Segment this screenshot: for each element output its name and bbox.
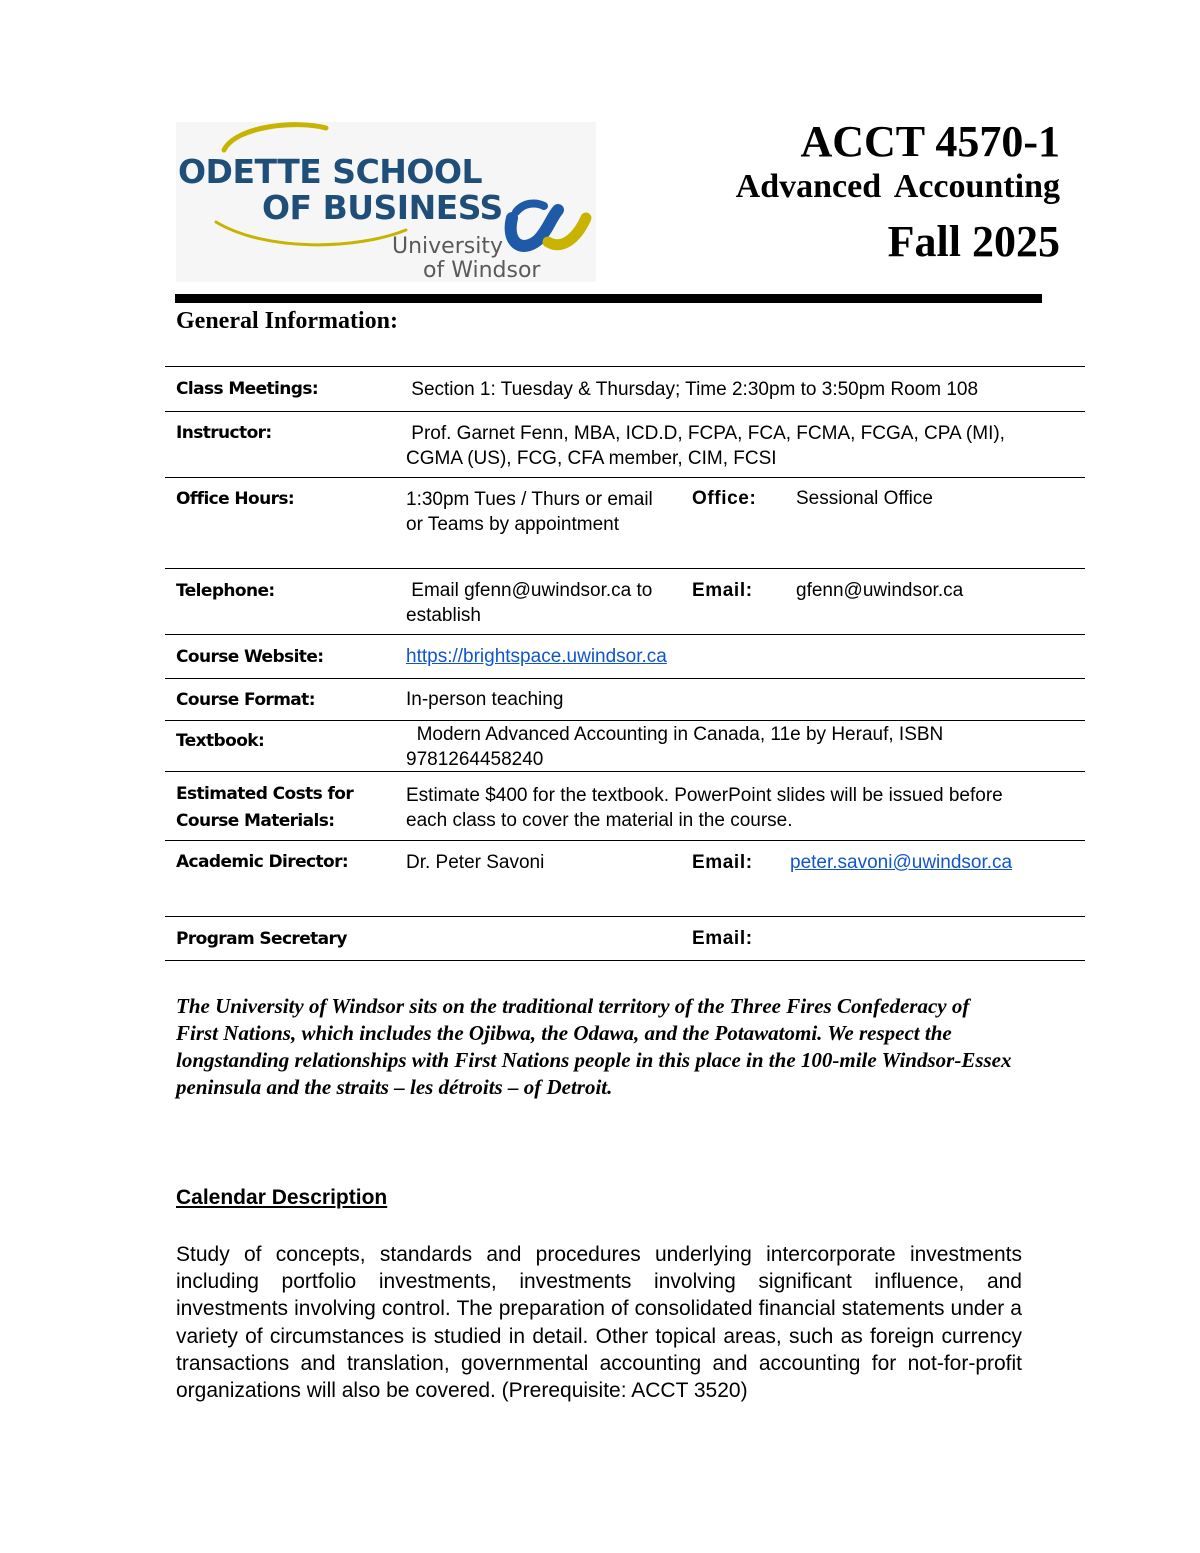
table-divider [165,411,1085,412]
calendar-description-text: Study of concepts, standards and procedures underlying intercorporate investments including portfolio investments, investments involving significant influence, and investments involving control. The preparation of consolidated financial statements under a variety of circumstances is studied in detail. Other topical areas, such as foreign currency transactions and translation, governmental accounting and accounting for not-for-profit organizations will also be covered. (Prerequisite: ACCT 3520) [176,1243,1022,1403]
secretary-email-label: Email: [692,928,753,949]
logo-line-3: University [392,234,503,259]
logo-line-2: OF BUSINESS [262,188,503,227]
costs-label-line1: Estimated Costs for [176,784,354,804]
course-name: Advanced Accounting [735,168,1060,205]
table-divider [165,477,1085,478]
table-divider [165,916,1085,917]
course-website-link[interactable]: https://brightspace.uwindsor.ca [406,646,667,667]
format-label: Course Format: [176,690,315,710]
costs-label-line2: Course Materials: [176,811,335,831]
telephone-label: Telephone: [176,581,275,601]
textbook-label: Textbook: [176,731,265,751]
header-rule [175,294,1042,303]
table-divider [165,366,1085,367]
office-label: Office: [692,488,757,509]
table-divider [165,960,1085,961]
costs-value: Estimate $400 for the textbook. PowerPoint slides will be issued before each class to cover the material in the course. [406,785,1003,831]
director-value: Dr. Peter Savoni [406,852,545,873]
logo-line-1: ODETTE SCHOOL [178,152,483,191]
odette-logo [176,122,596,282]
website-label: Course Website: [176,647,324,667]
class-meetings-label: Class Meetings: [176,379,319,399]
table-divider [165,840,1085,841]
class-meetings-value: Section 1: Tuesday & Thursday; Time 2:30pm to 3:50pm Room 108 [406,379,979,400]
secretary-label: Program Secretary [176,929,347,949]
table-divider [165,568,1085,569]
calendar-description-heading: Calendar Description [176,1186,388,1209]
format-value: In-person teaching [406,689,564,710]
general-info-heading: General Information: [176,308,398,334]
course-code: ACCT 4570-1 [800,117,1060,166]
office-hours-value: 1:30pm Tues / Thurs or email or Teams by appointment [406,489,653,535]
instructor-label: Instructor: [176,423,272,443]
instructor-value: Prof. Garnet Fenn, MBA, ICD.D, FCPA, FCA, FCMA, FCGA, CPA (MI), CGMA (US), FCG, CFA member, CIM, FCSI [406,423,1011,469]
office-value: Sessional Office [796,488,933,509]
logo-line-4: of Windsor [423,258,541,283]
table-divider [165,634,1085,635]
instructor-email-label: Email: [692,580,753,601]
textbook-value: Modern Advanced Accounting in Canada, 11e by Herauf, ISBN 9781264458240 [406,724,949,770]
instructor-email-value: gfenn@uwindsor.ca [796,580,964,601]
office-hours-label: Office Hours: [176,489,295,509]
table-divider [165,678,1085,679]
land-acknowledgement: The University of Windsor sits on the traditional territory of the Three Fires Confederacy of First Nations, which includes the Ojibwa, the Odawa, and the Potawatomi. We respect the longstanding relationships with First Nations people in this place in the 100-mile Windsor-Essex peninsula and the straits – les détroits – of Detroit. [176,994,1012,1099]
director-email-label: Email: [692,852,753,873]
director-email-link[interactable]: peter.savoni@uwindsor.ca [790,852,1013,873]
table-divider [165,720,1085,721]
director-label: Academic Director: [176,852,349,872]
course-term: Fall 2025 [887,217,1060,266]
telephone-value: Email gfenn@uwindsor.ca to establish [406,580,658,626]
